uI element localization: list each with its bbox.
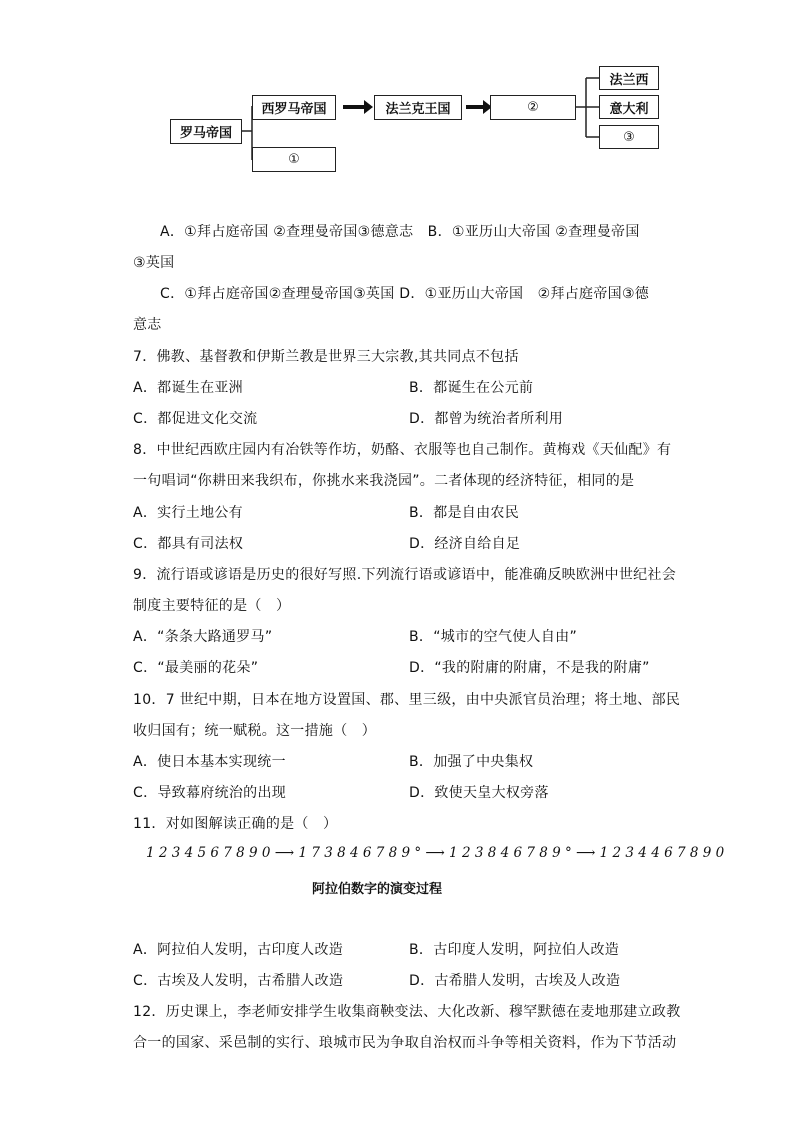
q9-option-c: C．“最美丽的花朵” (133, 660, 259, 676)
box-frankish: 法兰克王国 (374, 95, 462, 120)
q8-option-a: A．实行土地公有 (133, 505, 243, 521)
q6-line2: ③英国 (133, 255, 175, 271)
box-western-roman: 西罗马帝国 (252, 95, 336, 120)
q9-option-b: B．“城市的空气使人自由” (409, 629, 578, 645)
q10-option-a: A．使日本基本实现统一 (133, 754, 286, 770)
q9-option-a: A．“条条大路通罗马” (133, 629, 273, 645)
q7-option-b: B．都诞生在公元前 (409, 380, 534, 396)
box-italy: 意大利 (599, 95, 659, 119)
q10-option-b: B．加强了中央集权 (409, 754, 534, 770)
q10-stem-2: 收归国有；统一赋税。这一措施（ ） (133, 723, 377, 739)
q8-option-b: B．都是自由农民 (409, 505, 520, 521)
q12-stem-1: 12．历史课上，李老师安排学生收集商鞅变法、大化改新、穆罕默德在麦地那建立政教 (133, 1004, 681, 1020)
q11-option-c: C．古埃及人发明，古希腊人改造 (133, 973, 344, 989)
box-blank-1: ① (252, 147, 336, 172)
q10-option-c: C．导致幕府统治的出现 (133, 785, 287, 801)
arrow-head-1 (364, 100, 373, 114)
q11-option-d: D．古希腊人发明，古埃及人改造 (409, 973, 621, 989)
q10-option-d: D．致使天皇大权旁落 (409, 785, 549, 801)
q6-line1: A．①拜占庭帝国 ②查理曼帝国③德意志 B．①亚历山大帝国 ②查理曼帝国 (160, 224, 640, 240)
q7-stem: 7．佛教、基督教和伊斯兰教是世界三大宗教,其共同点不包括 (133, 349, 519, 365)
box-blank-3: ③ (599, 125, 659, 149)
q12-stem-2: 合一的国家、采邑制的实行、琅城市民为争取自治权而斗争等相关资料，作为下节活动 (133, 1035, 677, 1051)
box-blank-2: ② (490, 95, 576, 120)
q6-line4: 意志 (133, 317, 162, 333)
figure-caption: 阿拉伯数字的演变过程 (312, 882, 443, 897)
q7-option-a: A．都诞生在亚洲 (133, 380, 243, 396)
numeral-evolution-figure: 1 2 3 4 5 6 7 8 9 0 ⟶ 1 7 3 8 4 6 7 8 9 ° ⟶ 1 2 3 8 4 6 7 8 9 ° ⟶ 1 2 3 4 4 6 7 8 9 0 (146, 845, 725, 861)
q11-option-b: B．古印度人发明，阿拉伯人改造 (409, 942, 620, 958)
box-france: 法兰西 (599, 66, 659, 90)
q7-option-d: D．都曾为统治者所利用 (409, 411, 564, 427)
q8-stem-1: 8．中世纪西欧庄园内有冶铁等作坊，奶酪、衣服等也自己制作。黄梅戏《天仙配》有 (133, 442, 672, 458)
q9-stem-1: 9．流行语或谚语是历史的很好写照.下列流行语或谚语中，能准确反映欧洲中世纪社会 (133, 567, 677, 583)
q9-option-d: D．“我的附庸的附庸，不是我的附庸” (409, 660, 650, 676)
q10-stem-1: 10．7 世纪中期，日本在地方设置国、郡、里三级，由中央派官员治理；将土地、部民 (133, 692, 681, 708)
q8-option-d: D．经济自给自足 (409, 536, 521, 552)
q11-option-a: A．阿拉伯人发明，古印度人改造 (133, 942, 344, 958)
q11-stem: 11．对如图解读正确的是（ ） (133, 816, 338, 832)
q7-option-c: C．都促进文化交流 (133, 411, 258, 427)
q8-stem-2: 一句唱词“你耕田来我织布，你挑水来我浇园”。二者体现的经济特征，相同的是 (133, 473, 635, 489)
q8-option-c: C．都具有司法权 (133, 536, 244, 552)
q9-stem-2: 制度主要特征的是（ ） (133, 598, 291, 614)
q6-line3: C．①拜占庭帝国②查理曼帝国③英国 D．①亚历山大帝国 ②拜占庭帝国③德 (160, 286, 650, 302)
box-roman-empire: 罗马帝国 (170, 119, 242, 144)
bracket-roman (242, 106, 252, 160)
